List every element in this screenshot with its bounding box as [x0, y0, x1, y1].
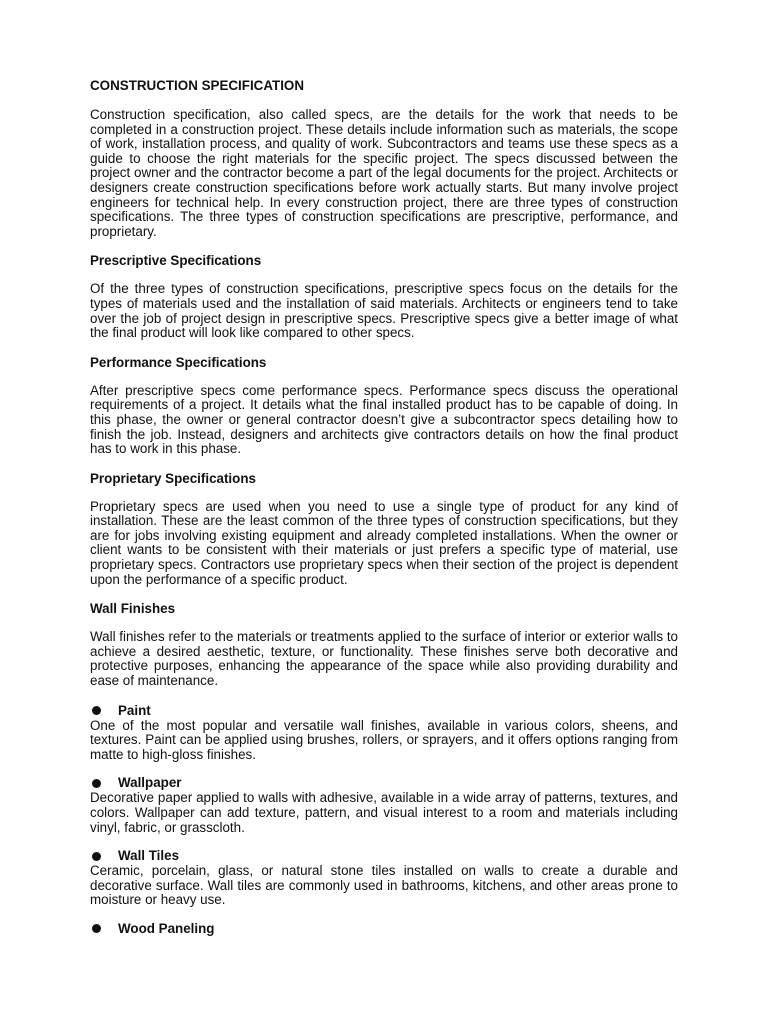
bullet-dot-icon [92, 924, 101, 933]
bullet-item-wood-paneling [90, 921, 678, 937]
intro-paragraph: Construction specification, also called specs, are the details for the work that needs to be completed in a construction project. These details include information such as materials, the scope of work, installation process, and quality of work. Subcontractors and teams use these specs as a guide to choose the right materials for the specific project. The specs discussed between the project owner and the contractor become a part of the legal documents for the project. Architects or designers create construction specifications before work actually starts. But many involve project engineers for technical help. In every construction project, there are three types of construction specifications. The three types of construction specifications are prescriptive, performance, and proprietary. [90, 107, 678, 239]
bullet-item-wall-tiles [90, 848, 678, 908]
bullet-item-wallpaper [90, 775, 678, 835]
bullet-label-wallpaper: Wallpaper [118, 775, 182, 791]
heading-performance: Performance Specifications [90, 354, 267, 370]
paragraph-wall-finishes: Wall finishes refer to the materials or treatments applied to the surface of interior or exterior walls to achieve a desired aesthetic, texture, or functionality. These finishes serve both decorative and protective purposes, enhancing the appearance of the space while also providing durability and ease of maintenance. [90, 629, 678, 689]
paragraph-prescriptive: Of the three types of construction specifications, prescriptive specs focus on the details for the types of materials used and the installation of said materials. Architects or engineers tend to take over the job of project design in prescriptive specs. Prescriptive specs give a better image of what the final product will look like compared to other specs. [90, 281, 678, 341]
bullet-label-paint: Paint [118, 702, 151, 718]
paragraph-proprietary: Proprietary specs are used when you need to use a single type of product for any kind of installation. These are the least common of the three types of construction specifications, but they are for jobs involving existing equipment and already completed installations. When the owner or client wants to be consistent with their materials or just prefers a specific type of material, use proprietary specs. Contractors use proprietary specs when their section of the project is dependent upon the performance of a specific product. [90, 498, 678, 587]
bullet-item-paint [90, 703, 678, 763]
document-title: CONSTRUCTION SPECIFICATION [90, 78, 305, 93]
heading-prescriptive: Prescriptive Specifications [90, 253, 262, 269]
bullet-dot-icon [92, 852, 101, 861]
heading-proprietary: Proprietary Specifications [90, 470, 256, 486]
bullet-dot-icon [92, 706, 101, 715]
bullet-text-wallpaper: Decorative paper applied to walls with adhesive, available in a wide array of patterns, textures, and colors. Wallpaper can add texture, pattern, and visual interest to a room and materials including vinyl, fabric, or grasscloth. [90, 790, 678, 835]
bullet-label-wood-paneling: Wood Paneling [118, 920, 215, 936]
paragraph-performance: After prescriptive specs come performance specs. Performance specs discuss the operational requirements of a project. It details what the final installed product has to be capable of doing. In this phase, the owner or general contractor doesn’t give a subcontractor specs detailing how to finish the job. Instead, designers and architects give contractors details on how the final product has to work in this phase. [90, 382, 678, 457]
bullet-label-wall-tiles: Wall Tiles [118, 848, 180, 864]
bullet-dot-icon [92, 779, 101, 788]
heading-wall-finishes: Wall Finishes [90, 601, 176, 617]
bullet-text-wall-tiles: Ceramic, porcelain, glass, or natural stone tiles installed on walls to create a durable and decorative surface. Wall tiles are commonly used in bathrooms, kitchens, and other areas prone to moisture or heavy use. [90, 863, 678, 908]
bullet-text-paint: One of the most popular and versatile wall finishes, available in various colors, sheens, and textures. Paint can be applied using brushes, rollers, or sprayers, and it offers options ranging from matte to high-gloss finishes. [90, 717, 678, 762]
